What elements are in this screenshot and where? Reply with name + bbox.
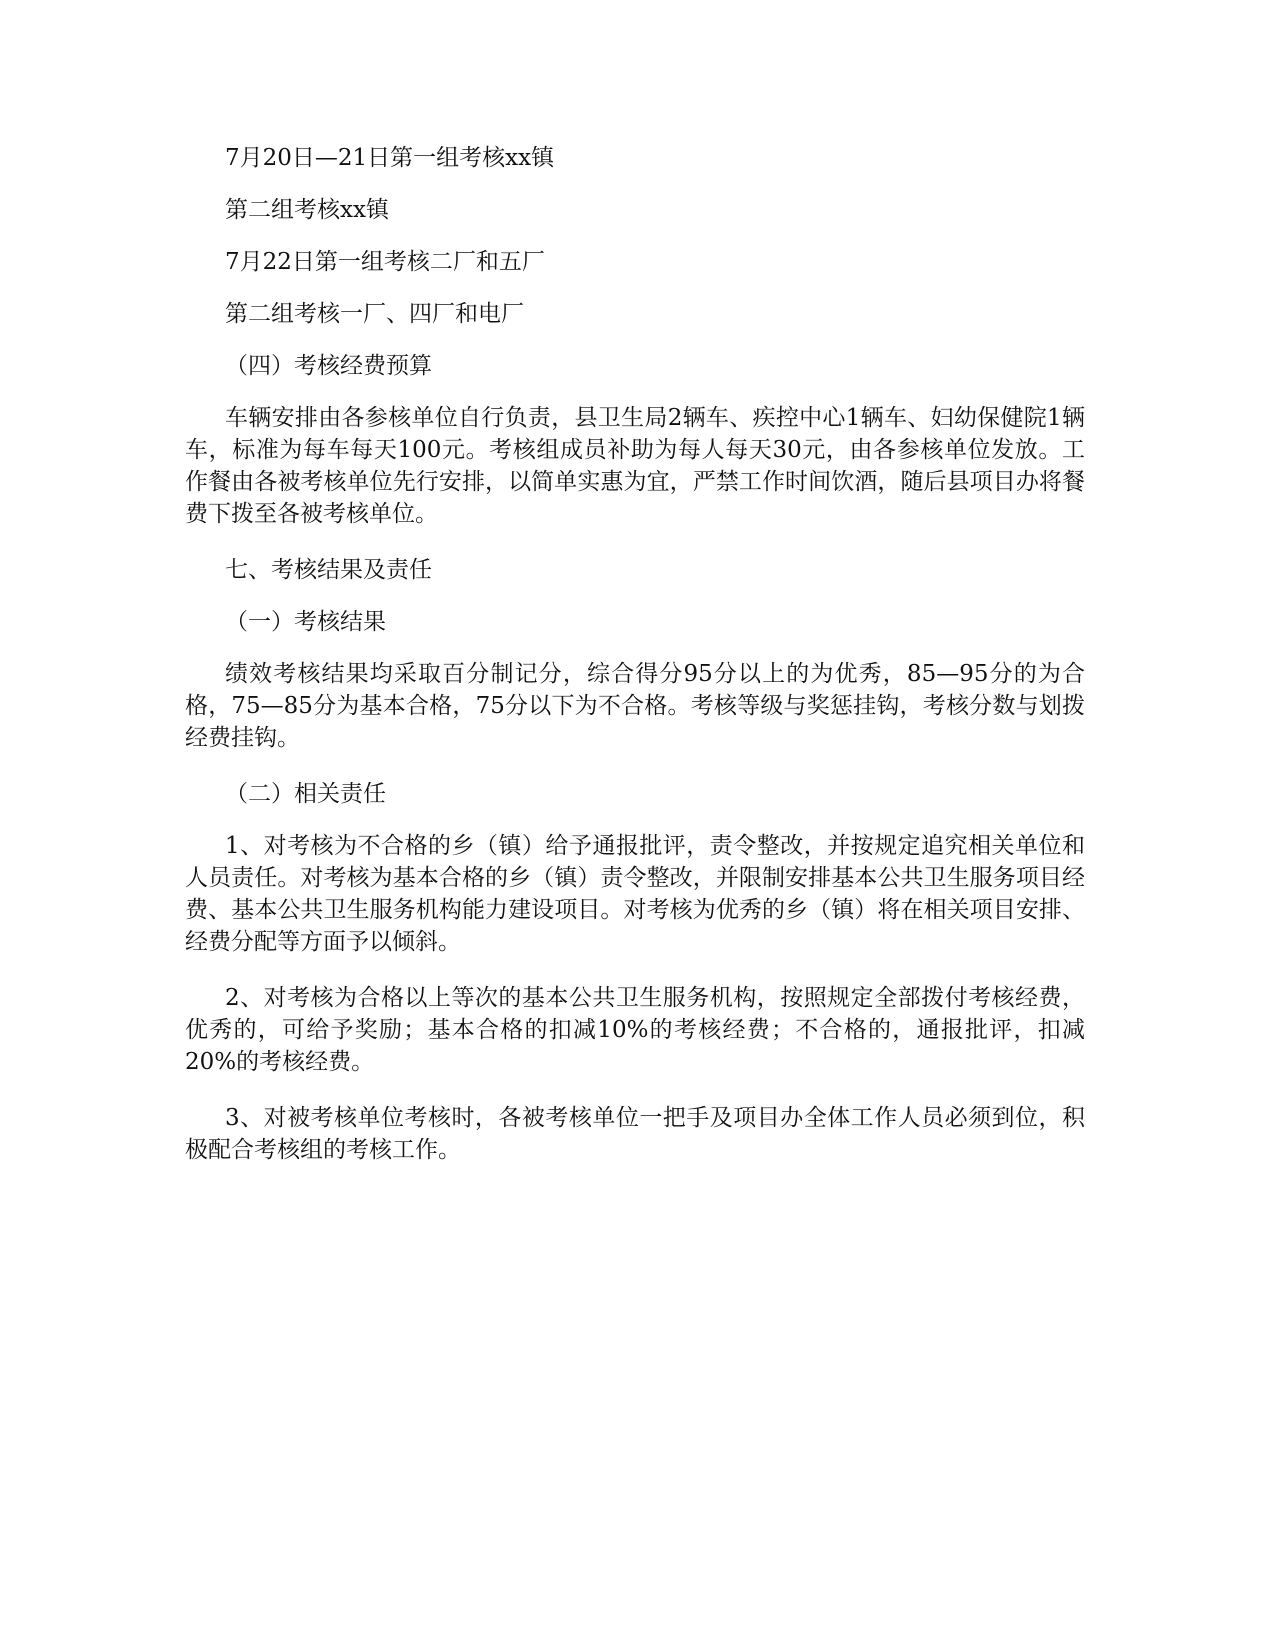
section-heading-responsibility: （二）相关责任 xyxy=(225,781,386,807)
responsibility-item-1: 1、对考核为不合格的乡（镇）给予通报批评，责令整改，并按规定追究相关单位和人员责任。对考核为基本合格的乡（镇）责令整改，并限制安排基本公共卫生服务项目经费、基本公共卫生服务机构能力建设项目。对考核为优秀的乡（镇）将在相关项目安排、经费分配等方面予以倾斜。 xyxy=(185,833,1085,955)
schedule-line-1: 7月20日—21日第一组考核xx镇 xyxy=(225,145,555,171)
chapter-heading-results: 七、考核结果及责任 xyxy=(225,557,432,583)
responsibility-item-3: 3、对被考核单位考核时，各被考核单位一把手及项目办全体工作人员必须到位，积极配合考核组的考核工作。 xyxy=(185,1105,1085,1163)
results-paragraph: 绩效考核结果均采取百分制记分，综合得分95分以上的为优秀，85—95分的为合格，75—85分为基本合格，75分以下为不合格。考核等级与奖惩挂钩，考核分数与划拨经费挂钩。 xyxy=(185,661,1085,751)
budget-paragraph: 车辆安排由各参核单位自行负责，县卫生局2辆车、疾控中心1辆车、妇幼保健院1辆车，标准为每车每天100元。考核组成员补助为每人每天30元，由各参核单位发放。工作餐由各被考核单位先行安排，以简单实惠为宜，严禁工作时间饮酒，随后县项目办将餐费下拨至各被考核单位。 xyxy=(185,405,1085,527)
responsibility-item-2: 2、对考核为合格以上等次的基本公共卫生服务机构，按照规定全部拨付考核经费，优秀的，可给予奖励；基本合格的扣减10%的考核经费；不合格的，通报批评，扣减20%的考核经费。 xyxy=(185,985,1085,1075)
section-heading-results: （一）考核结果 xyxy=(225,609,386,635)
section-heading-budget: （四）考核经费预算 xyxy=(225,353,432,379)
document-page xyxy=(185,142,1085,1166)
schedule-line-2: 第二组考核xx镇 xyxy=(225,197,389,223)
schedule-line-4: 第二组考核一厂、四厂和电厂 xyxy=(225,301,524,327)
schedule-line-3: 7月22日第一组考核二厂和五厂 xyxy=(225,249,545,275)
